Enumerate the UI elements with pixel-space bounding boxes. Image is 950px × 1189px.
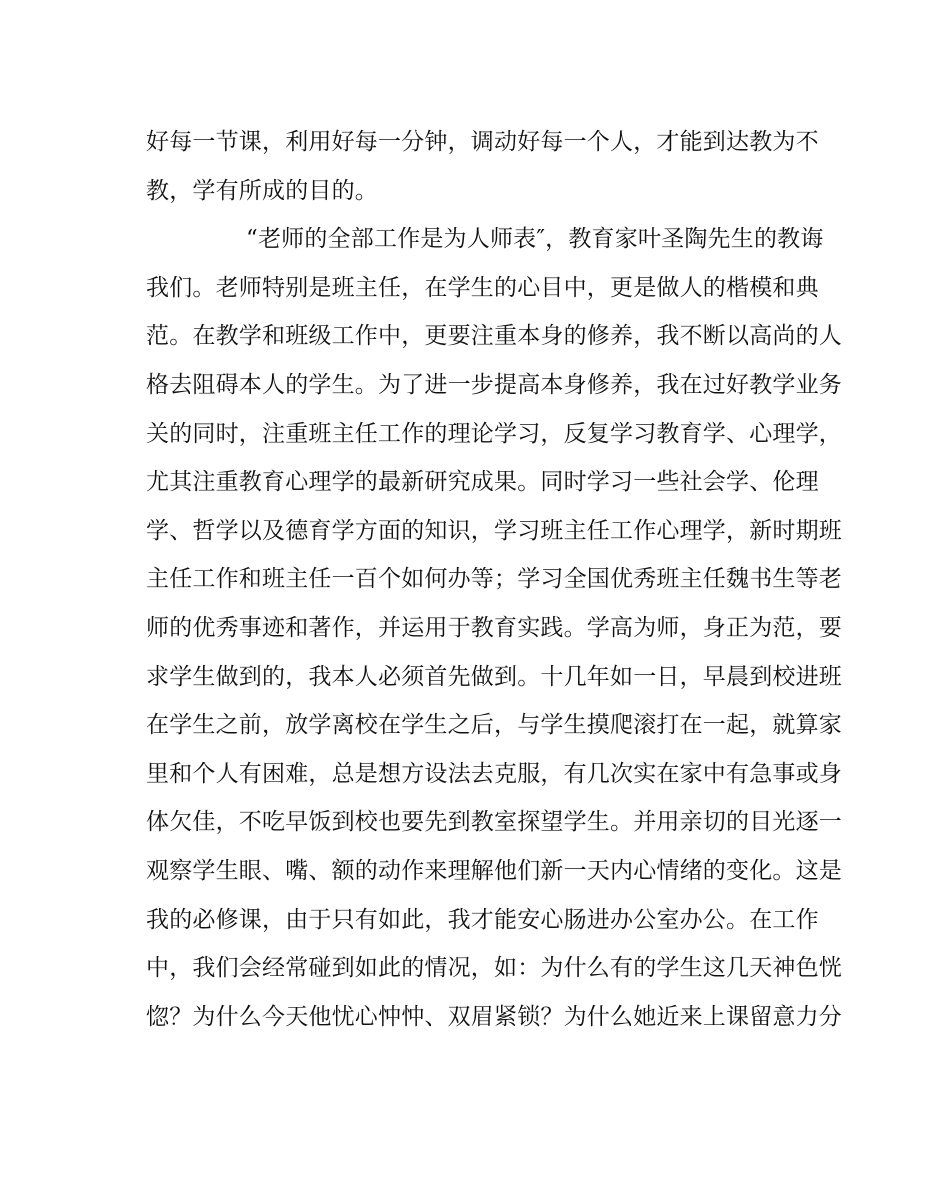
paragraph-start-line: “老师的全部工作是为人师表″，教育家叶圣陶先生的教诲 — [246, 226, 824, 253]
text-line: 学、哲学以及德育学方面的知识，学习班主任工作心理学，新时期班 — [146, 517, 842, 544]
text-line: 体欠佳，不吃早饭到校也要先到教室探望学生。并用亲切的目光逐一 — [146, 809, 842, 836]
text-line: 中，我们会经常碰到如此的情况，如：为什么有的学生这几天神色恍 — [146, 955, 842, 982]
text-line: 教，学有所成的目的。 — [146, 177, 378, 204]
text-line: 我的必修课，由于只有如此，我才能安心肠进办公室办公。在工作 — [146, 906, 819, 933]
text-line: 求学生做到的，我本人必须首先做到。十几年如一日，早晨到校进班 — [146, 663, 842, 690]
text-line: 我们。老师特别是班主任，在学生的心目中，更是做人的楷模和典 — [146, 274, 819, 301]
body-text — [146, 126, 842, 1049]
text-line: 在学生之前，放学离校在学生之后，与学生摸爬滚打在一起，就算家 — [146, 712, 842, 739]
text-line: 师的优秀事迹和著作，并运用于教育实践。学高为师，身正为范，要 — [146, 614, 842, 641]
text-line: 好每一节课，利用好每一分钟，调动好每一个人，才能到达教为不 — [146, 129, 819, 155]
text-line: 主任工作和班主任一百个如何办等；学习全国优秀班主任魏书生等老 — [146, 566, 842, 593]
text-line: 观察学生眼、嘴、额的动作来理解他们新一天内心情绪的变化。这是 — [146, 857, 842, 884]
text-line: 尤其注重教育心理学的最新研究成果。同时学习一些社会学、伦理 — [146, 469, 819, 496]
text-line: 惚？为什么今天他忧心忡忡、双眉紧锁？为什么她近来上课留意力分 — [146, 1003, 842, 1030]
text-line: 关的同时，注重班主任工作的理论学习，反复学习教育学、心理学， — [146, 420, 842, 447]
text-line: 范。在教学和班级工作中，更要注重本身的修养，我不断以高尚的人 — [146, 323, 842, 350]
text-line: 格去阻碍本人的学生。为了进一步提高本身修养，我在过好教学业务 — [146, 371, 842, 398]
text-line: 里和个人有困难，总是想方设法去克服，有几次实在家中有急事或身 — [146, 760, 842, 787]
